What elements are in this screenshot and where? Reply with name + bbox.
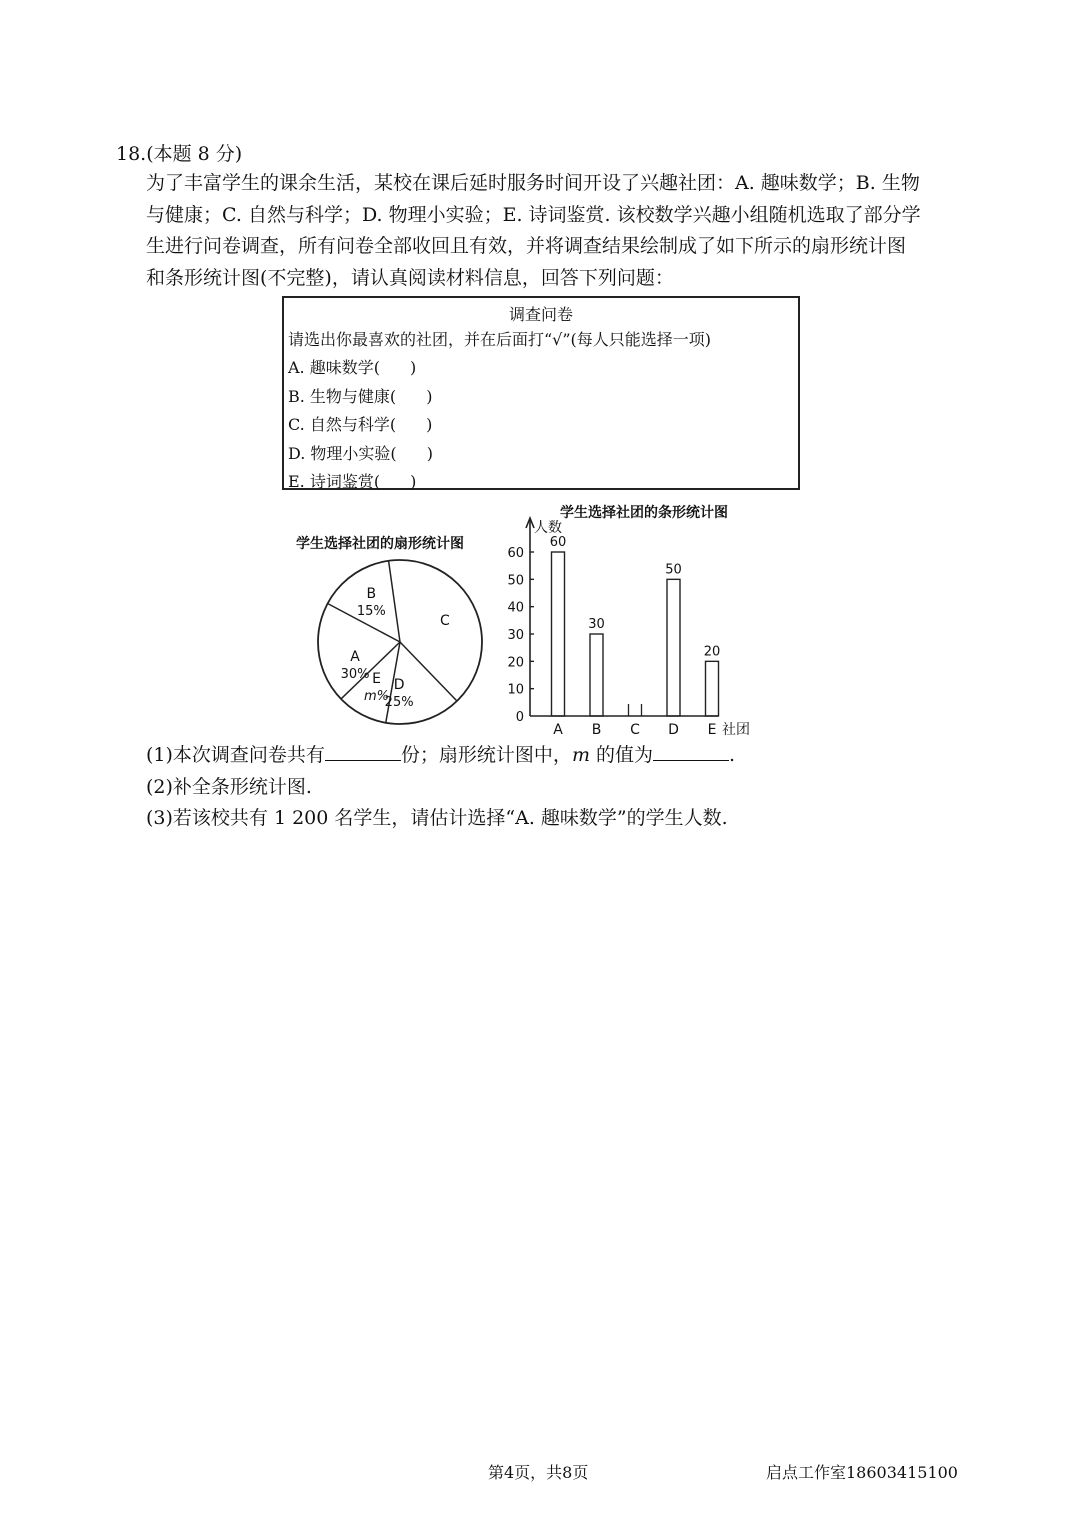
- survey-option-b: B. 生物与健康( ): [288, 386, 433, 406]
- y-tick-label: 50: [507, 573, 524, 589]
- bar-e: [706, 661, 719, 716]
- paragraph-line: 生进行问卷调查，所有问卷全部收回且有效，并将调查结果绘制成了如下所示的扇形统计图: [146, 235, 907, 257]
- pie-slice-label-b: 15%: [356, 604, 386, 620]
- question-header: [116, 139, 242, 166]
- question-paragraph: [146, 168, 946, 294]
- bar-value-label-e: 20: [703, 644, 721, 660]
- y-tick-label: 60: [507, 546, 524, 561]
- survey-option-e: E. 诗词鉴赏( ): [288, 472, 417, 491]
- pie-slice-name-c: C: [440, 613, 450, 630]
- y-tick-label: 30: [507, 628, 524, 643]
- pie-slice-boundary: [389, 561, 400, 642]
- x-tick-label: B: [591, 722, 602, 738]
- bar-chart: [496, 512, 766, 740]
- pie-slice-label-e: m%: [364, 689, 390, 705]
- pie-chart-title: 学生选择社团的扇形统计图: [296, 536, 464, 552]
- paragraph-line: 为了丰富学生的课余生活，某校在课后延时服务时间开设了兴趣社团：A. 趣味数学；B. 生物: [146, 172, 920, 194]
- pie-slice-name-d: D: [393, 676, 405, 693]
- y-tick-label: 10: [507, 682, 524, 698]
- y-tick-label: 20: [507, 655, 524, 671]
- x-tick-label: C: [630, 722, 640, 738]
- footer-page-number: 第4页，共8页: [488, 1463, 589, 1482]
- bar-value-label-a: 60: [549, 535, 567, 550]
- bar-value-label-b: 30: [588, 617, 605, 632]
- footer-studio: 启点工作室18603415100: [766, 1463, 958, 1482]
- bar-d: [667, 579, 680, 716]
- survey-option-c: C. 自然与科学( ): [288, 415, 433, 434]
- questions: [146, 740, 735, 835]
- y-axis-label: 人数: [534, 520, 562, 536]
- y-tick-label: 0: [515, 710, 524, 725]
- survey-option-a: A. 趣味数学( ): [288, 358, 417, 377]
- answer-blank-1[interactable]: [325, 740, 401, 761]
- paragraph-line: 与健康；C. 自然与科学；D. 物理小实验；E. 诗词鉴赏. 该校数学兴趣小组随机选取了部分学: [146, 203, 921, 226]
- question-1: (1)本次调查问卷共有 份；扇形统计图中，m 的值为 .: [146, 740, 735, 772]
- paragraph-line: 和条形统计图(不完整)，请认真阅读材料信息，回答下列问题：: [146, 266, 674, 289]
- x-tick-label: D: [668, 722, 679, 738]
- survey-option-d: D. 物理小实验( ): [288, 443, 433, 463]
- bar-a: [552, 552, 565, 716]
- bar-chart-title: 学生选择社团的条形统计图: [560, 505, 728, 521]
- survey-title: 调查问卷: [508, 305, 573, 324]
- question-2: (2)补全条形统计图.: [146, 775, 312, 798]
- answer-blank-2[interactable]: [653, 740, 729, 761]
- pie-slice-name-a: A: [350, 648, 360, 665]
- question-score: (本题 8 分): [146, 143, 243, 165]
- bar-b: [590, 634, 603, 716]
- pie-slice-label-a: 30%: [340, 666, 370, 682]
- pie-slice-name-b: B: [366, 586, 377, 603]
- pie-chart: [310, 552, 490, 732]
- x-tick-label: E: [707, 722, 717, 738]
- question-number: 18.: [116, 143, 147, 165]
- bar-value-label-d: 50: [665, 562, 682, 578]
- pie-slice-name-e: E: [372, 671, 381, 688]
- question-3: (3)若该校共有 1 200 名学生，请估计选择“A. 趣味数学”的学生人数.: [146, 807, 728, 829]
- survey-instruction: 请选出你最喜欢的社团，并在后面打“√”(每人只能选择一项): [288, 330, 712, 349]
- x-axis-label: 社团: [722, 722, 750, 738]
- x-tick-label: A: [553, 722, 563, 738]
- survey-box: [282, 296, 800, 490]
- pie-slice-boundary: [400, 642, 457, 701]
- y-tick-label: 40: [507, 600, 524, 616]
- pie-slice-label-d: 25%: [384, 694, 414, 710]
